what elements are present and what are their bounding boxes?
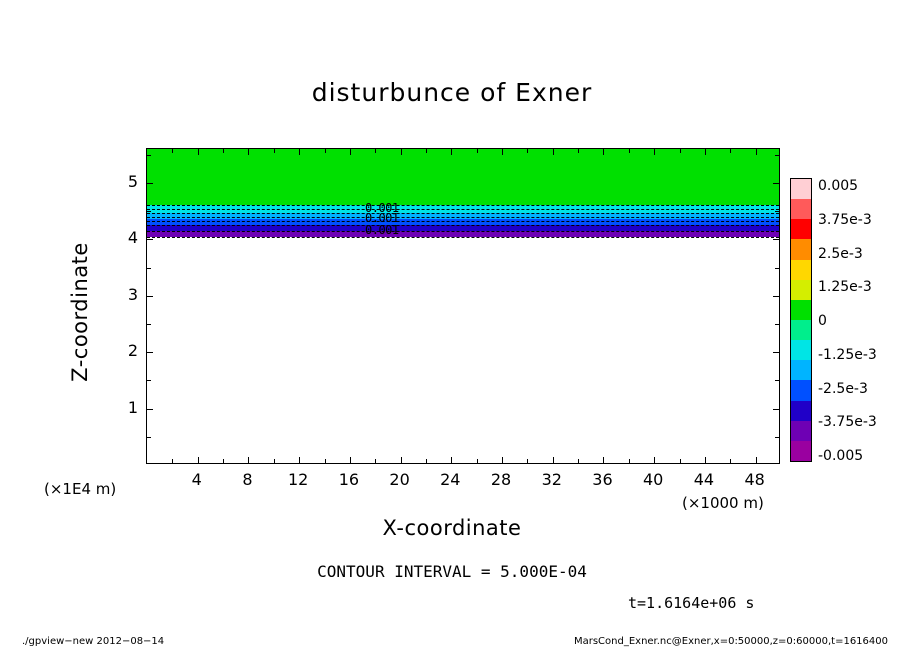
contour-line [147,209,779,210]
x-tick [756,457,757,463]
y-tick-label: 1 [127,397,138,417]
contour-line [147,213,779,214]
x-tick-label: 48 [744,470,765,489]
footer-left: ./gpview−new 2012−08−14 [22,636,165,647]
plot-area [146,148,780,464]
x-tick [654,457,655,463]
x-tick-minor [426,459,427,463]
y-tick [147,183,153,184]
y-tick [147,352,153,353]
x-tick [756,149,757,155]
x-tick-label: 28 [490,470,512,489]
contour-line [147,237,779,238]
colorbar-cell [791,441,811,462]
y-tick-minor [775,155,779,156]
colorbar-cell [791,199,811,220]
x-tick-minor [477,459,478,463]
colorbar-cell [791,360,811,381]
colorbar-cell [791,320,811,341]
y-tick [773,183,779,184]
colorbar-tick-label: -0.005 [818,448,864,464]
colorbar-cell [791,260,811,281]
colorbar-tick-label: -2.5e-3 [818,380,868,397]
x-tick-minor [375,149,376,153]
x-tick-minor [477,149,478,153]
contour-label: 0.001 [365,211,399,225]
colorbar-cell [791,300,811,321]
field-band [147,149,779,205]
colorbar-cell [791,340,811,361]
x-tick-label: 12 [287,470,309,489]
x-tick-label: 32 [541,470,562,489]
x-tick [401,457,402,463]
contour-line [147,231,779,232]
x-tick [350,457,351,463]
y-tick-label: 4 [127,228,138,248]
x-tick [603,149,604,155]
x-tick [502,457,503,463]
y-tick [147,296,153,297]
x-tick [299,149,300,155]
field-band [147,237,779,464]
y-tick-label: 3 [127,284,138,304]
x-tick [705,457,706,463]
colorbar-cell [791,239,811,260]
x-tick-minor [629,459,630,463]
colorbar-cell [791,421,811,442]
y-tick-label: 5 [127,171,138,191]
y-tick [147,239,153,240]
x-tick-minor [274,459,275,463]
y-tick-minor [147,437,151,438]
y-tick-minor [775,380,779,381]
x-tick [553,149,554,155]
colorbar-tick-label: 0 [818,313,827,329]
y-tick-minor [147,324,151,325]
x-tick-minor [629,149,630,153]
x-tick-minor [172,149,173,153]
x-tick [553,457,554,463]
x-tick [198,149,199,155]
colorbar [790,178,812,462]
x-tick-label: 44 [693,470,715,489]
x-tick-minor [223,149,224,153]
colorbar-cell [791,280,811,301]
y-tick-minor [147,155,151,156]
colorbar-tick-label: 1.25e-3 [818,279,872,296]
footer-right: MarsCond_Exner.nc@Exner,x=0:50000,z=0:60000,t=1616400 [573,636,888,647]
colorbar-cell [791,179,811,200]
colorbar-tick-label: -1.25e-3 [818,346,877,363]
x-axis-title: X-coordinate [382,516,522,540]
colorbar-tick-label: -3.75e-3 [818,414,877,431]
y-tick-minor [775,324,779,325]
x-tick-minor [325,149,326,153]
x-tick-minor [527,459,528,463]
x-tick [248,457,249,463]
x-tick-label: 8 [242,470,253,489]
x-tick-minor [578,149,579,153]
y-axis-unit: (×1E4 m) [44,480,117,498]
x-tick [654,149,655,155]
x-tick [401,149,402,155]
y-tick [773,409,779,410]
chart-title: disturbunce of Exner [311,78,593,107]
y-tick [147,409,153,410]
colorbar-tick-label: 0.005 [818,178,859,194]
contour-line [147,225,779,226]
x-tick-minor [527,149,528,153]
y-tick-minor [775,211,779,212]
x-tick [502,149,503,155]
contour-label: 0.001 [365,223,399,237]
x-tick-minor [578,459,579,463]
time-label: t=1.6164e+06 s [628,594,755,612]
x-axis-unit: (×1000 m) [682,494,764,512]
x-tick-label: 16 [338,470,360,489]
x-tick-label: 40 [643,470,664,489]
colorbar-cell [791,219,811,240]
contour-line [147,217,779,218]
y-tick-minor [775,268,779,269]
x-tick [248,149,249,155]
x-tick [350,149,351,155]
contour-line [147,205,779,206]
y-tick-minor [147,211,151,212]
x-tick-minor [223,459,224,463]
x-tick [299,457,300,463]
y-tick-minor [147,380,151,381]
x-tick [603,457,604,463]
x-tick-label: 20 [389,470,410,489]
y-axis-title: Z-coordinate [68,242,92,382]
x-tick-minor [730,459,731,463]
x-tick [705,149,706,155]
x-tick-minor [274,149,275,153]
x-tick [198,457,199,463]
x-tick-label: 4 [191,470,202,489]
x-tick-minor [426,149,427,153]
y-tick-label: 2 [127,341,138,361]
x-tick-minor [172,459,173,463]
colorbar-cell [791,380,811,401]
x-tick-minor [325,459,326,463]
x-tick-minor [730,149,731,153]
x-tick [451,149,452,155]
y-tick-minor [775,437,779,438]
colorbar-tick-label: 2.5e-3 [818,245,863,262]
x-tick-minor [680,149,681,153]
x-tick-label: 24 [440,470,461,489]
y-tick [773,296,779,297]
y-tick [773,352,779,353]
colorbar-cell [791,401,811,422]
x-tick-label: 36 [592,470,613,489]
colorbar-tick-label: 3.75e-3 [818,211,872,228]
contour-interval-label: CONTOUR INTERVAL = 5.000E-04 [317,562,587,581]
x-tick [451,457,452,463]
contour-label: 0.001 [365,201,399,215]
y-tick [773,239,779,240]
x-tick-minor [375,459,376,463]
y-tick-minor [147,268,151,269]
x-tick-minor [680,459,681,463]
contour-line [147,221,779,222]
